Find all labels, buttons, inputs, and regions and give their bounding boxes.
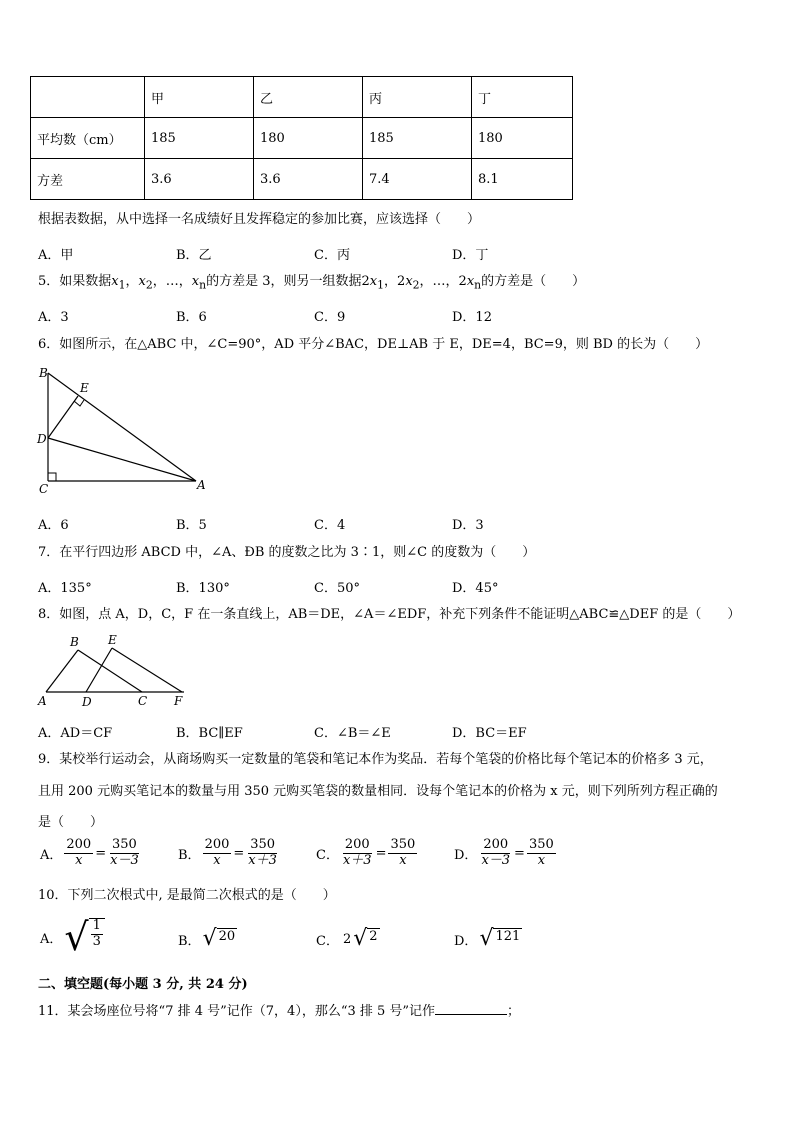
question-8-text: 8．如图，点 A，D，C，F 在一条直线上，AB＝DE，∠A＝∠EDF，补充下列条件不能证明△ABC≌△DEF 的是（ ）	[38, 607, 741, 622]
segment-ab	[46, 650, 78, 692]
table-cell: 方差	[31, 159, 145, 200]
table-cell: 3.6	[145, 159, 254, 200]
q7-option-a: A．135°	[38, 581, 92, 596]
question-9-line-3: 是（ ）	[38, 815, 104, 830]
q10-option-c: C． 2 √ 2	[316, 926, 378, 951]
label-a: A	[38, 694, 47, 708]
label-e: E	[80, 381, 89, 395]
table-cell: 平均数（cm）	[31, 118, 145, 159]
label-b: B	[39, 366, 48, 380]
q5-prefix: 5．如果数据	[38, 274, 112, 289]
q9-option-d: D． $\frac{200}{x-3}$ = $\frac{350}{x}$	[454, 837, 554, 868]
q8-option-b: B．BC∥EF	[176, 726, 243, 741]
q5-option-b: B．6	[176, 310, 207, 325]
label-f: F	[174, 694, 183, 708]
label-a: A	[197, 478, 206, 492]
question-11-text: 11．某会场座位号将“7 排 4 号”记作（7，4），那么“3 排 5 号”记作 ；	[38, 1004, 521, 1019]
question-9-line-2: 且用 200 元购买笔记本的数量与用 350 元购买笔袋的数量相同．设每个笔记本的价格为 x 元，则下列所列方程正确的	[38, 784, 718, 799]
label-c: C	[39, 482, 49, 496]
triangles-abc-def-figure	[34, 630, 194, 710]
table-cell: 丁	[472, 77, 573, 118]
segment-ef	[112, 648, 182, 692]
q8-option-d: D．BC＝EF	[452, 726, 527, 741]
segment-bc	[78, 650, 142, 692]
q5-option-c: C．9	[314, 310, 346, 325]
table-header-row	[31, 77, 573, 118]
segment-de	[48, 396, 78, 438]
table-cell: 乙	[254, 77, 363, 118]
table-row	[31, 118, 573, 159]
label-b: B	[70, 635, 79, 649]
q8-option-a: A．AD＝CF	[38, 726, 113, 741]
table-cell: 180	[472, 118, 573, 159]
table-cell	[31, 77, 145, 118]
q6-option-d: D．3	[452, 518, 484, 533]
question-4-text: 根据表数据，从中选择一名成绩好且发挥稳定的参加比赛，应该选择（ ）	[38, 212, 481, 227]
q6-option-a: A．6	[38, 518, 69, 533]
q7-option-d: D．45°	[452, 581, 499, 596]
q4-option-a: A．甲	[38, 248, 74, 263]
table-cell: 甲	[145, 77, 254, 118]
right-angle-mark-c	[48, 473, 56, 481]
section-2-title: 二、填空题(每小题 3 分, 共 24 分)	[38, 977, 248, 992]
table-cell: 185	[145, 118, 254, 159]
q5-option-a: A．3	[38, 310, 69, 325]
q4-option-c: C．丙	[314, 248, 350, 263]
label-e: E	[108, 633, 117, 647]
right-angle-mark-e	[74, 400, 84, 406]
q7-option-c: C．50°	[314, 581, 360, 596]
q5-option-d: D．12	[452, 310, 492, 325]
q9-option-a: A． $\frac{200}{x}$ = $\frac{350}{x-3}$	[40, 837, 139, 868]
table-cell: 8.1	[472, 159, 573, 200]
q9-option-c: C． $\frac{200}{x+3}$ = $\frac{350}{x}$	[316, 837, 416, 868]
q4-option-d: D．丁	[452, 248, 489, 263]
question-10-text: 10．下列二次根式中, 是最简二次根式的是（ ）	[38, 888, 336, 903]
q7-option-b: B．130°	[176, 581, 230, 596]
side-ab	[48, 373, 196, 481]
question-9-line-1: 9．某校举行运动会，从商场购买一定数量的笔袋和笔记本作为奖品．若每个笔袋的价格比每个笔记本的价格多 3 元，	[38, 752, 713, 767]
table-cell: 3.6	[254, 159, 363, 200]
stats-table	[30, 76, 573, 200]
q6-option-b: B．5	[176, 518, 207, 533]
segment-ad	[48, 438, 196, 481]
answer-blank[interactable]	[435, 1014, 507, 1015]
question-5-text: 5．如果数据$x_1$，$x_2$，…，$x_n$的方差是 3，则另一组数据$2x_1$，$2x_2$，…，$2x_n$的方差是（ ）	[38, 274, 586, 292]
label-d: D	[37, 432, 47, 446]
q10-option-a: A． √ $\frac{1}{3}$	[38, 918, 105, 956]
triangle-abc-figure	[34, 363, 214, 498]
label-d: D	[82, 695, 92, 709]
q4-option-b: B．乙	[176, 248, 212, 263]
question-7-text: 7．在平行四边形 ABCD 中，∠A、ÐB 的度数之比为 3∶1，则∠C 的度数为（ ）	[38, 545, 536, 560]
table-cell: 185	[363, 118, 472, 159]
q10-option-b: B． √ 20	[178, 926, 236, 951]
table-cell: 180	[254, 118, 363, 159]
q8-option-c: C．∠B＝∠E	[314, 726, 391, 741]
table-cell: 7.4	[363, 159, 472, 200]
table-row	[31, 159, 573, 200]
label-c: C	[138, 694, 148, 708]
q9-option-b: B． $\frac{200}{x}$ = $\frac{350}{x+3}$	[178, 837, 277, 868]
q10-option-d: D． √ 121	[454, 926, 521, 951]
table-cell: 丙	[363, 77, 472, 118]
q5-mid: 的方差是 3，则另一组数据	[206, 274, 362, 289]
q5-suffix: 的方差是（ ）	[481, 274, 586, 289]
question-6-text: 6．如图所示，在△ABC 中，∠C=90°，AD 平分∠BAC，DE⊥AB 于 E，DE=4，BC=9，则 BD 的长为（ ）	[38, 337, 709, 352]
q6-option-c: C．4	[314, 518, 346, 533]
